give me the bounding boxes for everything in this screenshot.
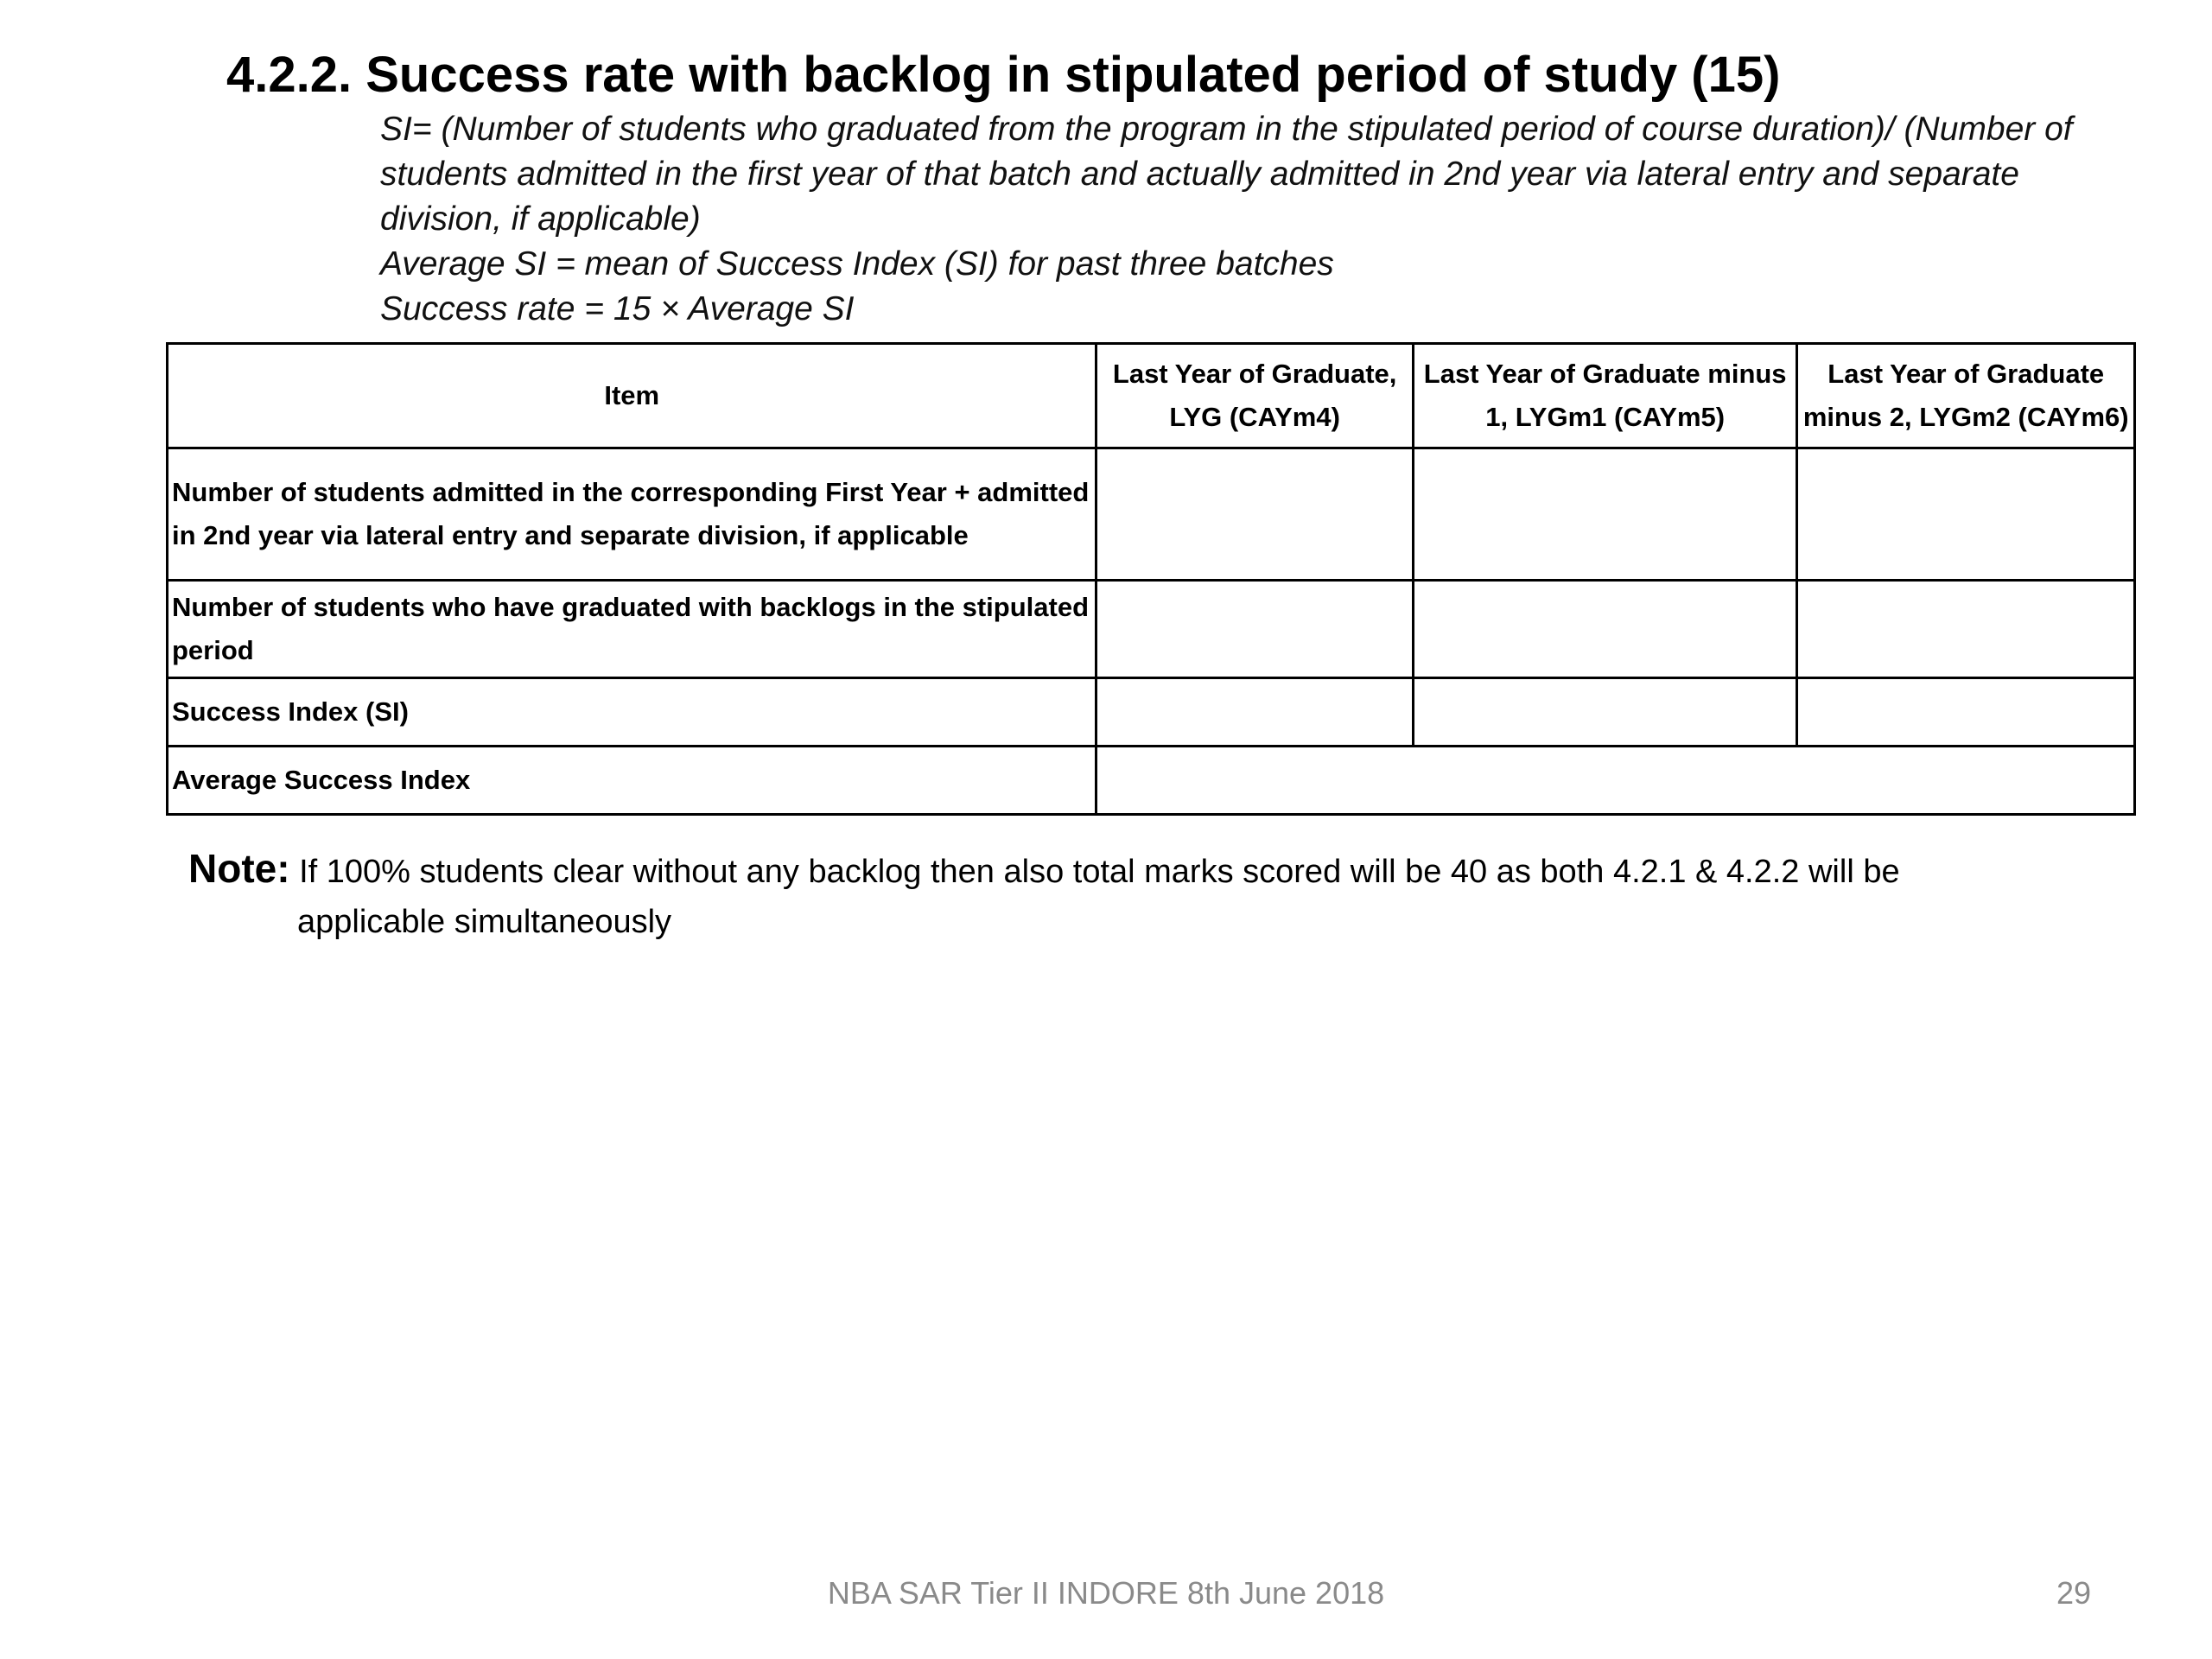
note-block bbox=[188, 843, 2141, 947]
page-number: 29 bbox=[2056, 1575, 2091, 1611]
header-item: Item bbox=[168, 344, 1096, 448]
slide-footer: NBA SAR Tier II INDORE 8th June 2018 bbox=[827, 1575, 1385, 1611]
cell-lyg bbox=[1096, 448, 1413, 581]
formula-line: division, if applicable) bbox=[380, 200, 701, 238]
cell-lygm2 bbox=[1797, 678, 2135, 747]
formula-line: SI= (Number of students who graduated from the program in the stipulated period of course duration)/ (Number of bbox=[380, 111, 2073, 148]
cell-lygm2 bbox=[1797, 581, 2135, 678]
table-row-graduated-with-backlogs bbox=[168, 581, 2135, 678]
table-header-row bbox=[168, 344, 2135, 448]
row-label: Number of students admitted in the corresponding First Year + admitted in 2nd year via lateral entry and separate division, if applicable bbox=[168, 448, 1096, 581]
cell-lyg bbox=[1096, 678, 1413, 747]
cell-lygm1 bbox=[1413, 581, 1797, 678]
formula-line: Average SI = mean of Success Index (SI) for past three batches bbox=[380, 245, 1334, 283]
cell-lygm1 bbox=[1413, 678, 1797, 747]
header-lygm2: Last Year of Graduate minus 2, LYGm2 (CAYm6) bbox=[1797, 344, 2135, 448]
note-text-line1: If 100% students clear without any backlog then also total marks scored will be 40 as both 4.2.1 & 4.2.2 will be bbox=[289, 854, 1900, 890]
header-lyg: Last Year of Graduate, LYG (CAYm4) bbox=[1096, 344, 1413, 448]
row-label: Number of students who have graduated with backlogs in the stipulated period bbox=[168, 581, 1096, 678]
note-label: Note: bbox=[188, 846, 290, 891]
row-label: Success Index (SI) bbox=[168, 678, 1096, 747]
cell-average-value bbox=[1096, 747, 2135, 815]
formula-block bbox=[380, 107, 2143, 332]
note-text-line2: applicable simultaneously bbox=[297, 904, 672, 940]
formula-line: students admitted in the first year of that batch and actually admitted in 2nd year via lateral entry and separate bbox=[380, 156, 2019, 193]
table-row-students-admitted bbox=[168, 448, 2135, 581]
cell-lygm2 bbox=[1797, 448, 2135, 581]
slide-title: 4.2.2. Success rate with backlog in stipulated period of study (15) bbox=[226, 47, 1781, 103]
row-label: Average Success Index bbox=[168, 747, 1096, 815]
table-row-average-success-index bbox=[168, 747, 2135, 815]
header-lygm1: Last Year of Graduate minus 1, LYGm1 (CAYm5) bbox=[1413, 344, 1797, 448]
formula-line: Success rate = 15 × Average SI bbox=[380, 290, 855, 327]
success-rate-table bbox=[166, 342, 2136, 816]
table-row-success-index bbox=[168, 678, 2135, 747]
cell-lyg bbox=[1096, 581, 1413, 678]
cell-lygm1 bbox=[1413, 448, 1797, 581]
